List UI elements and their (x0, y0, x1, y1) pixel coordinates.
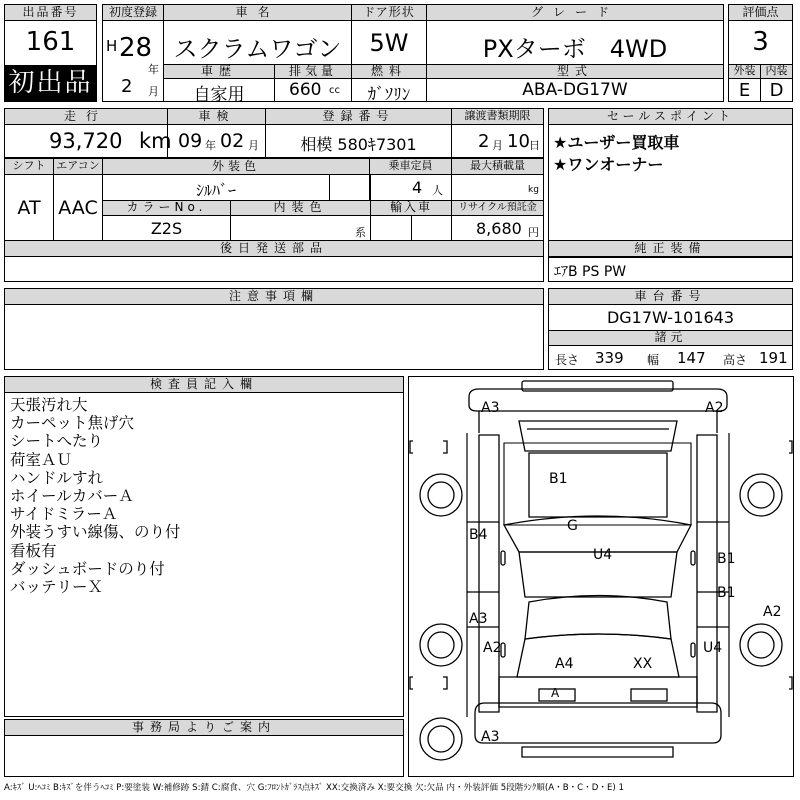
reg-month: 2 (121, 76, 133, 97)
damage-mark: B1 (717, 585, 736, 601)
reg-year: 28 (119, 33, 153, 63)
transfer-label: 譲渡書類期限 (451, 108, 544, 125)
inspector-note: ダッシュボードのり付 (10, 559, 165, 578)
length: 339 (595, 349, 624, 367)
damage-mark: B1 (717, 551, 736, 567)
load-cell (451, 174, 544, 201)
notes-label: 注意事項欄 (4, 288, 544, 305)
int-color-cell (230, 215, 371, 241)
history: 自家用 (193, 85, 245, 105)
interior-grade: D (769, 80, 784, 101)
lot-no-label: 出品番号 (4, 4, 97, 21)
model: ABA-DG17W (522, 80, 628, 100)
door: 5W (369, 29, 409, 57)
damage-mark: G (567, 518, 578, 534)
sales-point-item: ★ワンオーナー (553, 155, 664, 174)
inspector-note: サイドミラーＡ (10, 505, 118, 524)
recycle-unit: 円 (528, 226, 539, 239)
parts-box (4, 256, 544, 282)
inspector-note: ホイールカバーＡ (10, 487, 134, 506)
displacement-unit: cc (329, 85, 340, 96)
exterior-grade: E (738, 80, 751, 101)
displacement-cell (274, 78, 352, 102)
inspector-note: バッテリーＸ (10, 578, 104, 597)
inspector-label: 検査員記入欄 (4, 376, 404, 393)
fuel-label: 燃料 (351, 64, 427, 79)
fuel-cell (351, 78, 427, 105)
capacity-unit: 人 (432, 184, 443, 197)
inspector-box (4, 392, 404, 717)
color-no-label: カラーNo. (102, 200, 231, 216)
dims-box (548, 345, 793, 370)
car-outline-diagram (409, 377, 793, 776)
damage-mark: A2 (763, 604, 782, 620)
interior-label: 内装 (760, 64, 793, 79)
transfer-day: 10 (507, 131, 530, 152)
height: 191 (759, 349, 788, 367)
inspector-note: シートへたり (10, 432, 104, 451)
ac-cell (53, 174, 103, 241)
equipment-label: 純正装備 (548, 240, 793, 257)
exterior-cell (728, 78, 761, 102)
color-no: Z2S (150, 219, 183, 238)
transfer-cell (451, 124, 544, 158)
score-label: 評価点 (728, 4, 793, 21)
car-name-cell (163, 20, 352, 65)
recycle: 8,680 (476, 219, 522, 238)
car-name: スクラムワゴン (173, 35, 342, 63)
lot-no-cell (4, 20, 97, 66)
width: 147 (677, 349, 706, 367)
notes-box (4, 304, 544, 370)
inspector-note: 看板有 (10, 541, 57, 560)
damage-mark: XX (633, 656, 653, 672)
load-label: 最大積載量 (451, 158, 544, 175)
equipment: ｴｱB PS PW (554, 264, 627, 280)
inspector-note: ハンドルすれ (10, 468, 104, 487)
damage-diagram (408, 376, 794, 777)
door-cell (351, 20, 427, 65)
import-cell-b (411, 215, 452, 241)
damage-mark: A (551, 686, 560, 700)
inspector-note: 荷室ＡＵ (10, 450, 73, 469)
damage-mark: A2 (483, 640, 502, 656)
inspector-note: 外装うすい線傷、のり付 (10, 523, 181, 542)
inspector-notes (10, 396, 181, 596)
model-label: 型式 (426, 64, 724, 79)
length-label: 長さ (555, 353, 580, 367)
ext-color: ｼﾙﾊﾞｰ (195, 181, 236, 200)
first-reg-cell (102, 20, 164, 102)
import-label: 輸入車 (370, 200, 452, 216)
history-cell (163, 78, 275, 105)
reg-year-unit: 年 (148, 63, 159, 76)
score: 3 (752, 27, 769, 57)
damage-mark: A2 (705, 400, 724, 416)
first-listing-badge: 初出品 (4, 65, 97, 102)
ac: AAC (58, 197, 98, 219)
damage-mark: A4 (555, 656, 574, 672)
damage-mark: U4 (703, 640, 723, 656)
car-name-label: 車名 (163, 4, 352, 21)
era: H (106, 37, 118, 55)
exterior-label: 外装 (728, 64, 761, 79)
ac-label: エアコン (53, 158, 103, 175)
grade-label: グレード (426, 4, 724, 21)
chassis-label: 車台番号 (548, 288, 793, 305)
mileage: 93,720 (49, 129, 123, 153)
height-label: 高さ (723, 353, 748, 367)
equipment-box (548, 256, 793, 282)
office-box (4, 735, 404, 777)
grade: PXターボ 4WD (482, 35, 668, 63)
office-label: 事務局よりご案内 (4, 719, 404, 736)
parts-label: 後日発送部品 (4, 240, 544, 257)
insp-year: 09 (178, 130, 203, 152)
plate: 相模 580ｷ7301 (300, 135, 417, 154)
inspector-note: カーペット焦げ穴 (10, 414, 135, 433)
mileage-unit: km (139, 129, 172, 153)
shift-label: シフト (4, 158, 54, 175)
transfer-day-unit: 日 (529, 139, 540, 152)
displacement: 660 (289, 80, 322, 100)
door-label: ドア形状 (351, 4, 427, 21)
insp-month-unit: 月 (248, 139, 259, 152)
damage-mark: A3 (469, 611, 488, 627)
shift: AT (17, 197, 41, 219)
recycle-cell (451, 215, 544, 241)
lot-no: 161 (25, 27, 76, 57)
chassis-box (548, 304, 793, 331)
inspection-label: 車検 (167, 108, 266, 125)
reg-month-unit: 月 (148, 85, 159, 98)
shift-cell (4, 174, 54, 241)
damage-mark: A3 (481, 729, 500, 745)
damage-mark: B4 (469, 527, 488, 543)
transfer-month-unit: 月 (492, 139, 503, 152)
import-cell-a (370, 215, 412, 241)
model-cell (426, 78, 724, 102)
grade-cell (426, 20, 724, 65)
capacity: 4 (412, 178, 423, 197)
width-label: 幅 (647, 353, 660, 367)
plate-label: 登録番号 (265, 108, 452, 125)
recycle-label: リサイクル預託金 (451, 200, 544, 216)
footer-legend: A:ｷｽﾞ U:ﾍｺﾐ B:ｷｽﾞを伴うﾍｺﾐ P:要塗装 W:補修跡 S:錆 C:腐食、穴 G:ﾌﾛﾝﾄｶﾞﾗｽ点ｷｽﾞ XX:交換済み X:要交換 欠:欠品 内・外装評価 5段階ﾗﾝｸ順(A・B・C・D・E) 1 (4, 783, 624, 793)
insp-month: 02 (220, 130, 245, 152)
first-reg-label: 初度登録 (102, 4, 164, 21)
insp-year-unit: 年 (205, 139, 216, 152)
damage-mark: A3 (481, 400, 500, 416)
fuel: ｶﾞｿﾘﾝ (367, 85, 411, 105)
ext-color-label: 外装色 (102, 158, 370, 175)
sales-point-item: ★ユーザー買取車 (553, 133, 680, 152)
mileage-label: 走行 (4, 108, 168, 125)
int-color-label: 内装色 (230, 200, 371, 216)
color-no-cell (102, 215, 231, 241)
score-cell (728, 20, 793, 65)
damage-mark: U4 (593, 547, 613, 563)
inspector-note: 天張汚れ大 (10, 396, 88, 414)
ext-color-extra (329, 174, 371, 201)
plate-cell (265, 124, 452, 158)
load-unit: kg (528, 185, 539, 195)
displacement-label: 排気量 (274, 64, 352, 79)
transfer-month: 2 (478, 131, 490, 152)
capacity-cell (369, 174, 452, 201)
sales-points-label: セールスポイント (548, 108, 793, 125)
sales-points-box (548, 124, 793, 258)
dims-label: 諸元 (548, 330, 793, 346)
history-label: 車歴 (163, 64, 275, 79)
inspection-cell (167, 124, 266, 158)
capacity-label: 乗車定員 (369, 158, 452, 175)
int-color-unit: 系 (355, 226, 366, 239)
interior-cell (760, 78, 793, 102)
damage-mark: B1 (549, 471, 568, 487)
chassis-no: DG17W-101643 (606, 308, 735, 327)
mileage-cell (4, 124, 172, 158)
